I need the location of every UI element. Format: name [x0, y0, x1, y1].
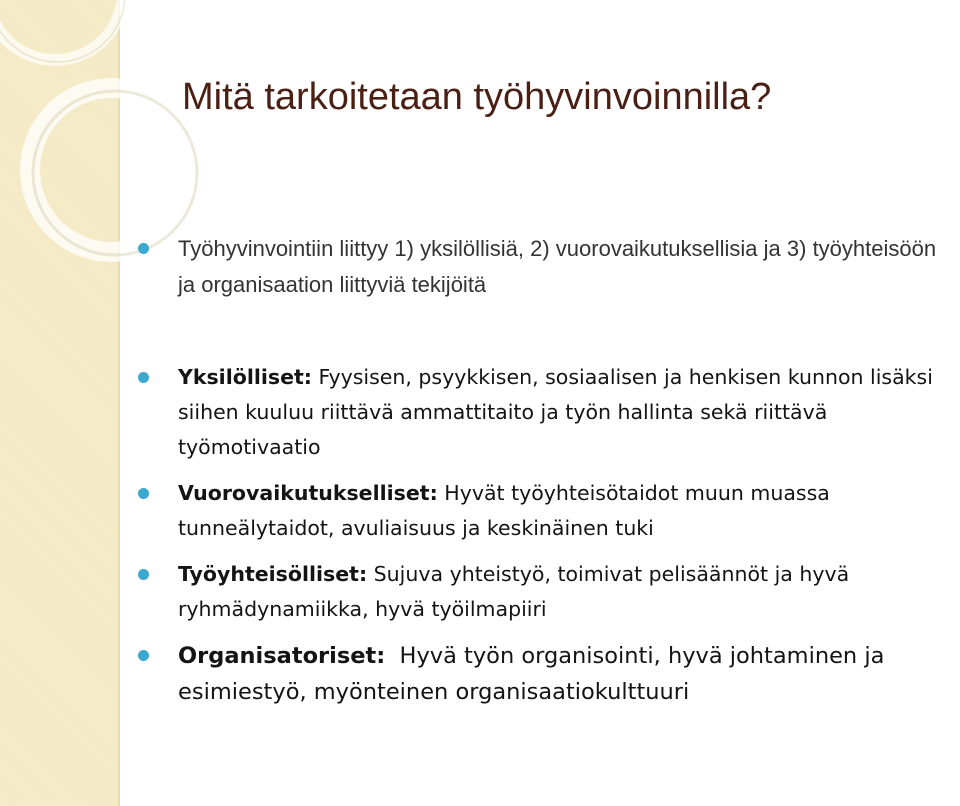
- side-strip-edge: [118, 0, 120, 806]
- bullet-text-yksilolliset: Fyysisen, psyykkisen, sosiaalisen ja henkisen kunnon lisäksi siihen kuuluu riittävä ammattitaito ja työn hallinta sekä riittävä työmotivaatio: [178, 365, 933, 459]
- decorative-side-strip: [0, 0, 120, 806]
- bullet-tyoyhteisolliset: [178, 557, 953, 627]
- bullet-intro-text: Työhyvinvointiin liittyy 1) yksilöllisiä, 2) vuorovaikutuksellisia ja 3) työyhteisöön ja organisaation liittyviä tekijöitä: [178, 236, 937, 297]
- bullet-label-vuorovaikutukselliset: Vuorovaikutukselliset:: [178, 481, 438, 505]
- slide-title: Mitä tarkoitetaan työhyvinvoinnilla?: [182, 76, 772, 118]
- bullet-intro: [178, 231, 953, 303]
- bullet-label-yksilolliset: Yksilölliset:: [178, 365, 313, 389]
- bullet-text-organisatoriset: Hyvä työn organisointi, hyvä johtaminen ja esimiestyö, myönteinen organisaatiokulttuuri: [178, 643, 892, 705]
- bullet-label-organisatoriset: Organisatoriset:: [178, 643, 386, 669]
- bullet-organisatoriset: [178, 638, 953, 710]
- bullet-yksilolliset: [178, 360, 953, 465]
- bullet-vuorovaikutukselliset: [178, 476, 953, 546]
- bullet-label-tyoyhteisolliset: Työyhteisölliset:: [178, 562, 368, 586]
- bullet-text-vuorovaikutukselliset: Hyvät työyhteisötaidot muun muassa tunneälytaidot, avuliaisuus ja keskinäinen tuki: [178, 481, 830, 540]
- bullet-text-tyoyhteisolliset: Sujuva yhteistyö, toimivat pelisäännöt ja hyvä ryhmädynamiikka, hyvä työilmapiiri: [178, 562, 850, 621]
